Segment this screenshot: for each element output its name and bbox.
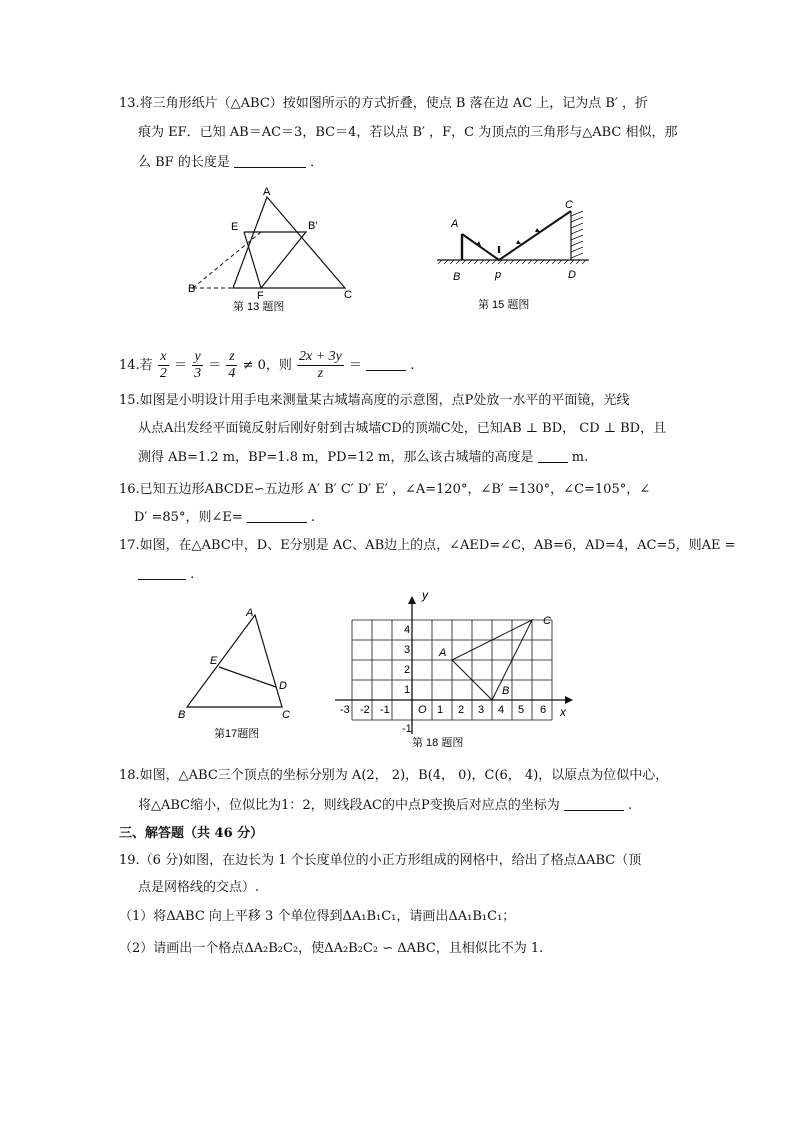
q19-line2: 点是网格线的交点）. — [138, 880, 260, 895]
fig17-label-C: C — [282, 709, 290, 721]
frac-num: y — [192, 349, 203, 366]
fig18-ytick: 4 — [404, 624, 411, 636]
q13-end: ． — [310, 155, 324, 170]
q18-end: . — [628, 798, 633, 813]
fig18-ytick: -1 — [402, 723, 412, 735]
q14-frac-z4 — [226, 349, 237, 382]
fig18-point-B: B — [502, 685, 510, 697]
fig17-label-A: A — [246, 607, 254, 619]
q17-answer-blank[interactable] — [138, 565, 186, 580]
figure-17 — [175, 600, 300, 745]
q14-answer-blank[interactable] — [366, 356, 406, 371]
fig18-origin: O — [418, 704, 427, 716]
q13-line1: 13.将三角形纸片（△ABC）按如图所示的方式折叠，使点 B 落在边 AC 上，记为点 B′ ，折 — [119, 96, 648, 111]
q14-neq: ≠ 0，则 — [242, 358, 292, 373]
q15-end: m. — [571, 450, 589, 465]
figure-18 — [330, 588, 580, 753]
q15-line3-text: 测得 AB=1.2 m，BP=1.8 m，PD=12 m，那么该古城墙的高度是 — [138, 450, 534, 465]
q15-line3 — [138, 448, 588, 467]
fig18-xtick: 2 — [458, 704, 465, 716]
fig13-label-F: F — [257, 290, 264, 302]
q13-line3 — [138, 153, 323, 172]
q14-frac-x2 — [158, 349, 169, 382]
fig17-caption: 第17题图 — [214, 728, 260, 740]
q18-answer-blank[interactable] — [564, 796, 624, 811]
q17-line2 — [138, 565, 194, 584]
fig18-xtick: -3 — [340, 704, 350, 716]
fig15-caption: 第 15 题图 — [478, 299, 530, 311]
q13-line2: 痕为 EF．已知 AB＝AC＝3，BC＝4，若以点 B′ ，F，C 为顶点的三角形与△ABC 相似，那 — [138, 125, 678, 140]
fig17-label-B: B — [178, 709, 186, 721]
q18-line2-text: 将△ABC缩小，位似比为1：2，则线段AC的中点P变换后对应点的坐标为 — [138, 798, 560, 813]
q14-eq: ＝ — [208, 358, 222, 373]
q14-eq: ＝ — [173, 358, 187, 373]
q16-answer-blank[interactable] — [247, 508, 307, 523]
q18-line1: 18.如图，△ABC三个顶点的坐标分别为 A(2， 2)，B(4， 0)，C(6， 4)，以原点为位似中心， — [119, 768, 669, 783]
fig15-label-C: C — [565, 199, 573, 211]
fig18-y-axis-label: y — [422, 588, 428, 602]
fig17-label-D: D — [279, 680, 287, 692]
q13-line3-text: 么 BF 的长度是 — [138, 155, 230, 170]
frac-den: 3 — [194, 366, 202, 381]
fig15-label-P: p — [495, 269, 502, 281]
q14-frac-y3 — [192, 349, 203, 382]
q18-line2 — [138, 796, 632, 815]
fig18-xtick: 6 — [540, 704, 547, 716]
q14-end: . — [410, 358, 415, 373]
fig18-caption: 第 18 题图 — [412, 737, 464, 749]
q15-line2: 从点A出发经平面镜反射后刚好射到古城墙CD的顶端C处，已知AB ⊥ BD， CD ⊥ BD，且 — [138, 421, 667, 436]
frac-num: x — [158, 349, 169, 366]
fig13-label-Bp: B′ — [308, 220, 318, 232]
q19-part1: （1）将ΔABC 向上平移 3 个单位得到ΔA₁B₁C₁，请画出ΔA₁B₁C₁； — [119, 909, 516, 924]
fig18-ytick: 3 — [404, 644, 411, 656]
q15-answer-blank[interactable] — [538, 448, 568, 463]
fig18-ytick: 2 — [404, 664, 411, 676]
section-3-title: 三、解答题（共 46 分） — [119, 826, 264, 841]
frac-den: 4 — [228, 366, 236, 381]
q19-line1: 19.（6 分)如图，在边长为 1 个长度单位的小正方形组成的网格中，给出了格点ΔABC（顶 — [119, 853, 642, 868]
q14 — [119, 346, 414, 386]
fig15-label-B: B — [453, 271, 461, 283]
q16-end: . — [311, 510, 316, 525]
figure-13 — [185, 182, 360, 317]
fig18-ytick: 1 — [404, 684, 411, 696]
fig15-label-A: A — [451, 218, 459, 230]
fig18-xtick: 4 — [498, 704, 505, 716]
fig18-x-axis-label: x — [560, 705, 566, 719]
q15-line1: 15.如图是小明设计用手电来测量某古城墙高度的示意图，点P处放一水平的平面镜，光线 — [119, 393, 630, 408]
fig18-point-A: A — [439, 647, 447, 659]
fig18-xtick: 5 — [518, 704, 525, 716]
fig18-point-C: C — [543, 615, 551, 627]
frac-num: 2x + 3y — [299, 349, 342, 364]
q16-line2 — [134, 508, 315, 527]
q17-line1: 17.如图，在△ABC中，D、E分别是 AC、AB边上的点，∠AED=∠C，AB=6，AD=4，AC=5，则AE = — [119, 538, 736, 553]
frac-den: z — [317, 366, 324, 381]
fig17-label-E: E — [210, 655, 218, 667]
fig13-label-E: E — [231, 221, 239, 233]
q16-line2-text: D′ =85°，则∠E= — [134, 510, 243, 525]
fig13-label-B: B — [188, 283, 196, 295]
q16-line1: 16.已知五边形ABCDE∽五边形 A′ B′ C′ D′ E′ ，∠A=120°，∠B′ =130°，∠C=105°，∠ — [119, 482, 651, 497]
fig18-xtick: 3 — [478, 704, 485, 716]
fig18-xtick: -2 — [360, 704, 370, 716]
frac-num: z — [226, 349, 237, 366]
q14-prefix: 14.若 — [119, 358, 153, 373]
figure-15 — [432, 196, 594, 314]
fig13-caption: 第 13 题图 — [233, 301, 285, 313]
fig13-label-C: C — [344, 289, 352, 301]
fig15-label-D: D — [568, 269, 576, 281]
frac-den: 2 — [159, 366, 167, 381]
fig18-xtick: -1 — [380, 704, 390, 716]
q13-answer-blank[interactable] — [234, 153, 306, 168]
q17-end: . — [190, 567, 195, 582]
q19-part2: （2）请画出一个格点ΔA₂B₂C₂，使ΔA₂B₂C₂ ∽ ΔABC，且相似比不为 1. — [119, 941, 544, 956]
q14-eq: ＝ — [349, 358, 363, 373]
fig13-label-A: A — [263, 186, 271, 198]
fig18-xtick: 1 — [437, 704, 444, 716]
q14-frac-expr — [297, 349, 344, 382]
